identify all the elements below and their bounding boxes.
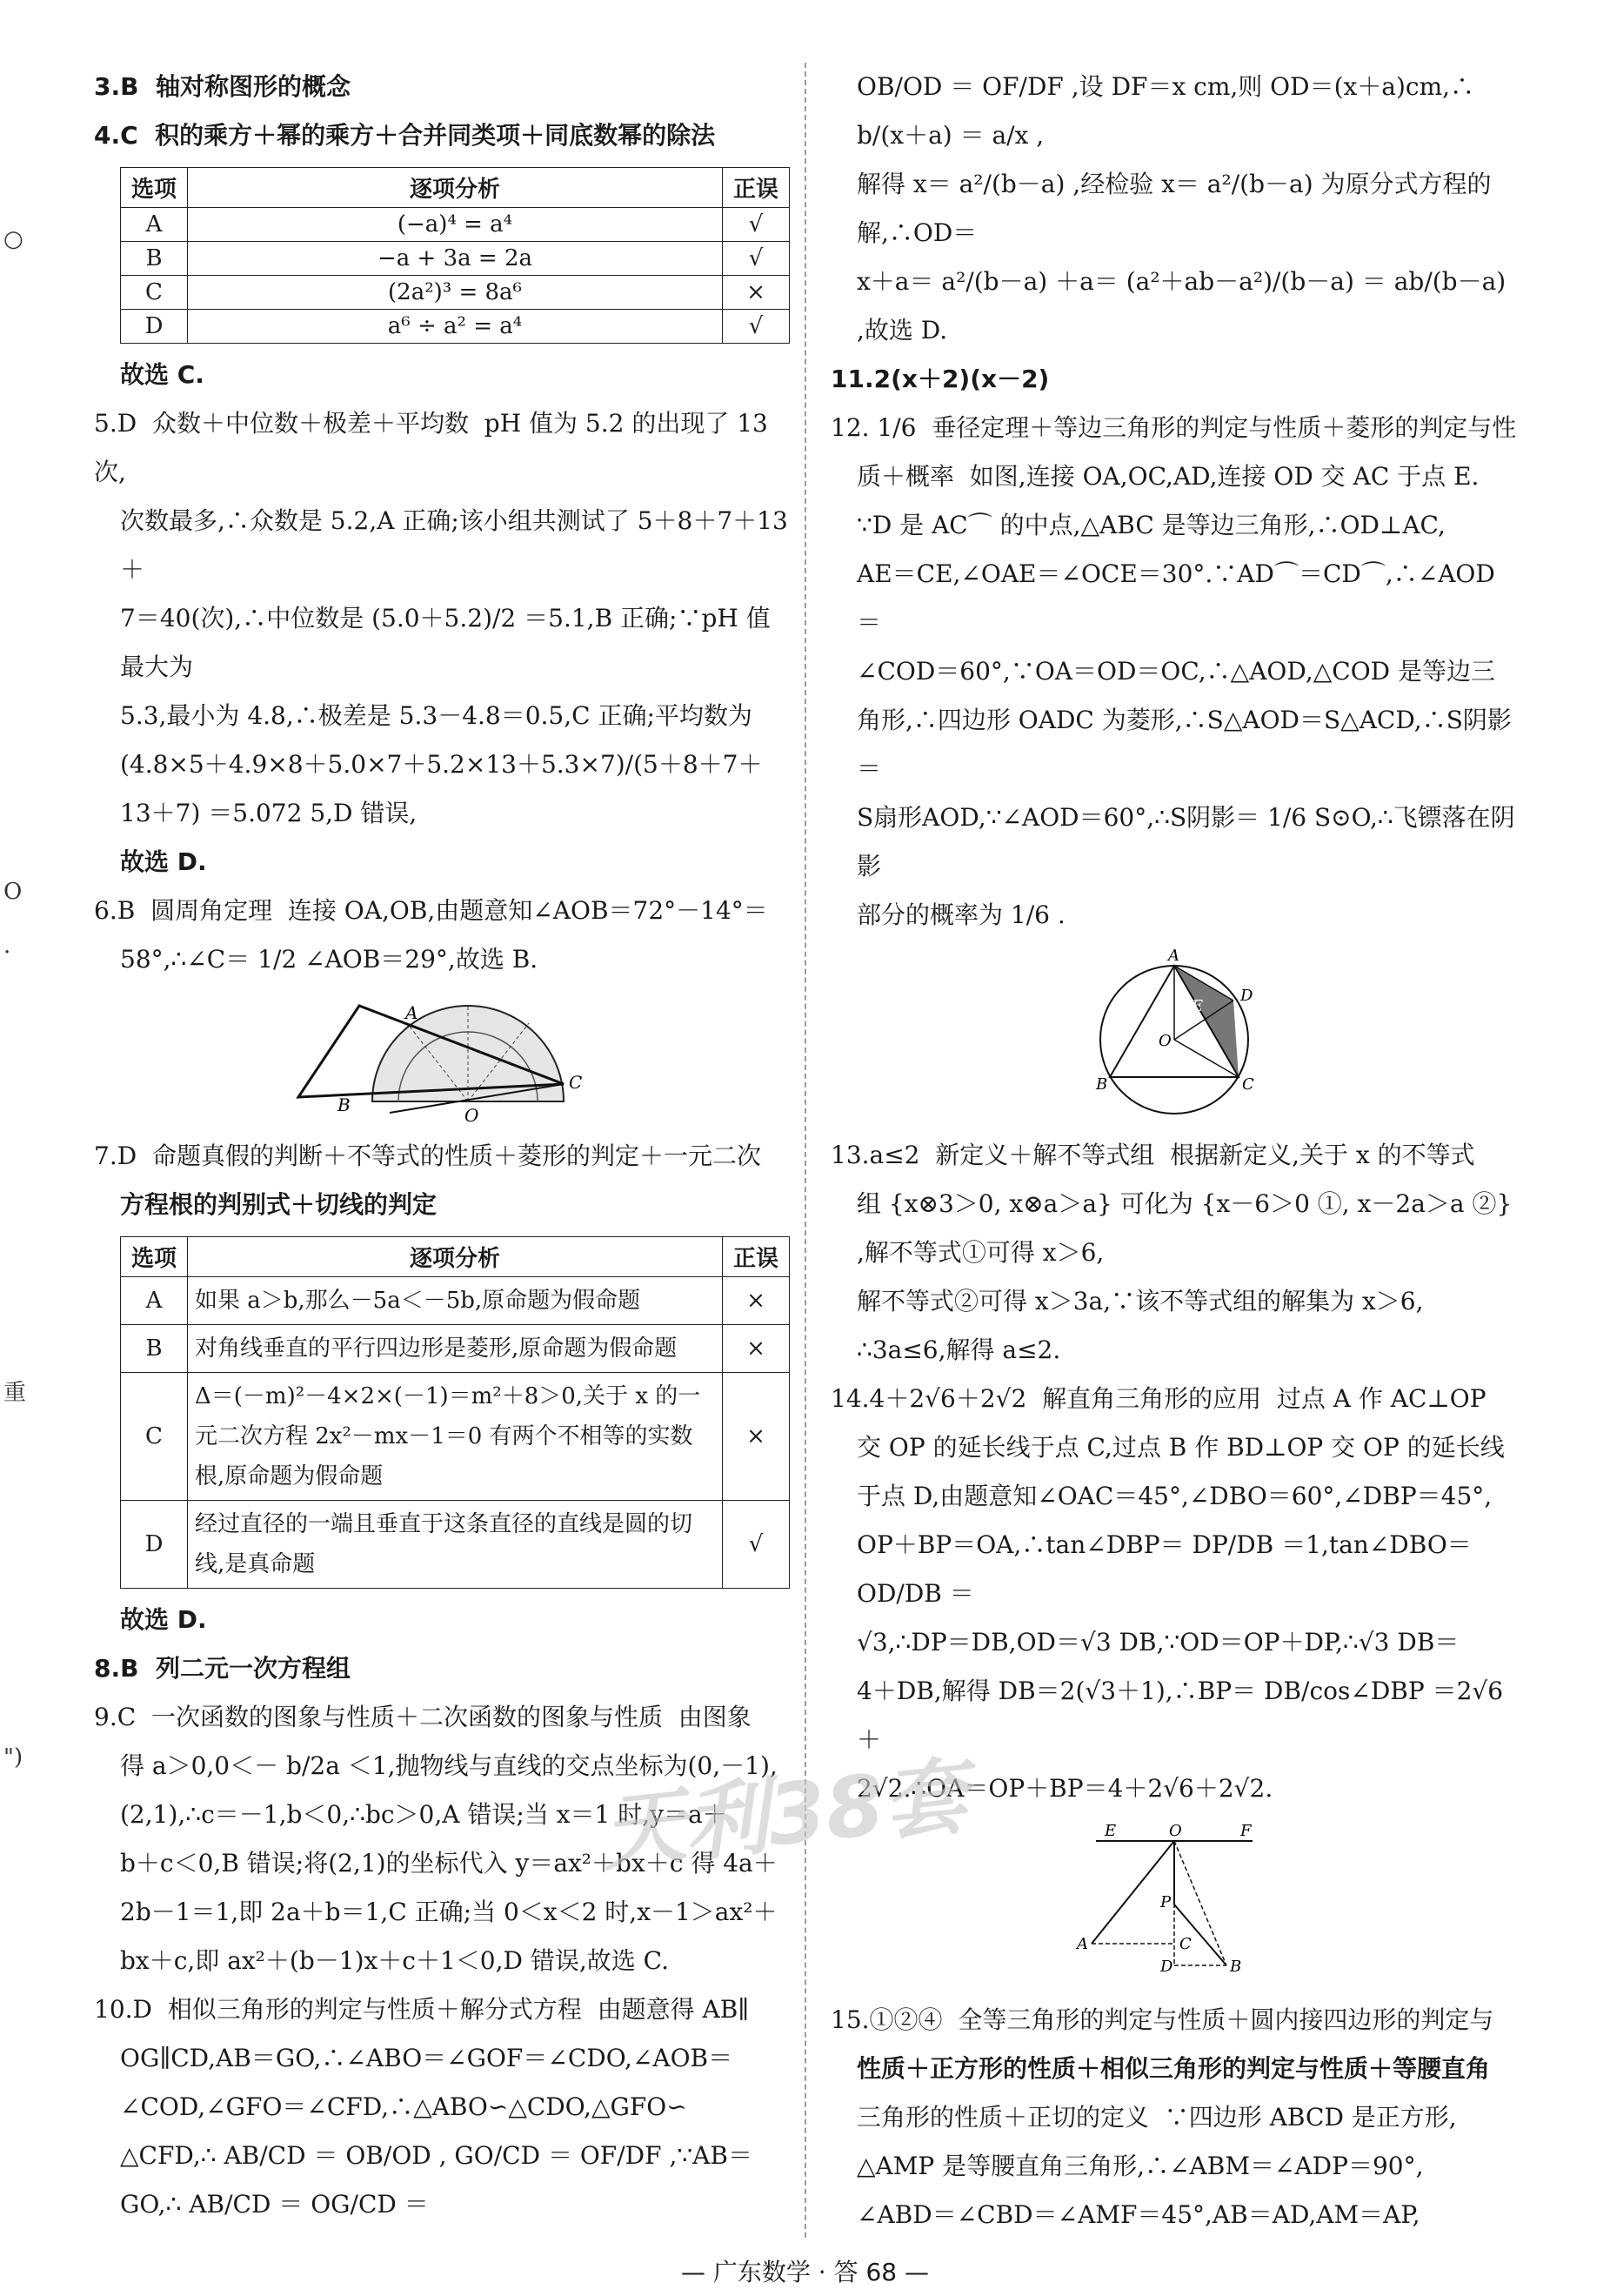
figure-label: A	[1077, 1935, 1088, 1953]
answer-12-line: 12. 1/6 垂径定理＋等边三角形的判定与性质＋菱形的判定与性	[831, 413, 1517, 442]
rope-figure	[1070, 1822, 1279, 1987]
answer-14-line: 2√2.∴OA＝OP＋BP＝4＋2√6＋2√2.	[857, 1774, 1273, 1803]
answer-6-line: 58°,∴∠C＝ 1/2 ∠AOB＝29°,故选 B.	[120, 945, 538, 974]
answer-12-line: S扇形AOD,∵∠AOD＝60°,∴S阴影＝ 1/6 S⊙O,∴飞镖落在阴影	[857, 803, 1515, 880]
verdict-cell: √	[723, 1501, 790, 1589]
option-cell: C	[121, 1373, 188, 1501]
answer-14-line: 4＋DB,解得 DB＝2(√3＋1),∴BP＝ DB/cos∠DBP ＝2√6＋	[857, 1677, 1504, 1754]
figure-label: O	[1159, 1032, 1172, 1050]
answer-15-line: 15.①②④ 全等三角形的判定与性质＋圆内接四边形的判定与	[831, 2005, 1494, 2034]
answer-4-conclusion: 故选 C.	[120, 360, 204, 389]
analysis-table-q4	[120, 167, 790, 344]
figure-label: C	[569, 1072, 583, 1093]
option-cell: D	[121, 310, 188, 344]
analysis-cell: −a + 3a = 2a	[188, 242, 723, 276]
answer-13-line: ∴3a≤6,解得 a≤2.	[857, 1335, 1061, 1364]
option-cell: A	[121, 208, 188, 242]
table-row	[121, 1325, 790, 1373]
answer-5-line: 次数最多,∴众数是 5.2,A 正确;该小组共测试了 5＋8＋7＋13＋	[120, 506, 788, 584]
answer-15-line: 性质＋正方形的性质＋相似三角形的判定与性质＋等腰直角	[857, 2054, 1491, 2083]
figure-label: O	[1169, 1822, 1182, 1840]
table-header: 逐项分析	[188, 1237, 723, 1277]
answer-7-conclusion: 故选 D.	[120, 1605, 207, 1634]
answer-4-heading: 4.C 积的乘方＋幂的乘方＋合并同类项＋同底数幂的除法	[94, 121, 716, 150]
answer-5-line: 5.3,最小为 4.8,∴极差是 5.3－4.8＝0.5,C 正确;平均数为	[120, 701, 752, 730]
verdict-cell: ×	[723, 1277, 790, 1325]
protractor-figure	[294, 993, 590, 1123]
table-header: 选项	[121, 1237, 188, 1277]
answer-11: 11.2(x＋2)(x－2)	[831, 365, 1050, 393]
answer-5-line: 故选 D.	[120, 847, 207, 876]
figure-label: B	[1096, 1075, 1108, 1094]
answer-7-line: 方程根的判别式＋切线的判定	[120, 1190, 438, 1219]
analysis-cell: Δ＝(－m)²－4×2×(－1)＝m²＋8＞0,关于 x 的一元二次方程 2x²－mx－1＝0 有两个不相等的实数根,原命题为假命题	[188, 1373, 723, 1501]
verdict-cell: ×	[723, 1373, 790, 1501]
answer-14-line: 交 OP 的延长线于点 C,过点 B 作 BD⊥OP 交 OP 的延长线	[857, 1433, 1505, 1462]
table-row	[121, 1373, 790, 1501]
edge-mark: 重	[3, 1380, 27, 1406]
answer-9-line: 得 a＞0,0＜－ b/2a ＜1,抛物线与直线的交点坐标为(0,－1),	[120, 1751, 778, 1780]
edge-mark: ·	[3, 940, 11, 966]
verdict-cell: ×	[723, 1325, 790, 1373]
answer-14-line: 14.4＋2√6＋2√2 解直角三角形的应用 过点 A 作 AC⊥OP	[831, 1384, 1486, 1413]
answer-15-line: ∠ABD＝∠CBD＝∠AMF＝45°,AB＝AD,AM＝AP,	[857, 2200, 1420, 2229]
figure-label: O	[464, 1105, 479, 1123]
option-cell: B	[121, 1325, 188, 1373]
answer-12-line: 质＋概率 如图,连接 OA,OC,AD,连接 OD 交 AC 于点 E.	[857, 462, 1480, 491]
answer-9-line: (2,1),∴c＝－1,b＜0,∴bc＞0,A 错误;当 x＝1 时,y＝a＋	[120, 1800, 727, 1829]
analysis-cell: (2a²)³ = 8a⁶	[188, 276, 723, 310]
answer-12-line: ∵D 是 AC⌒ 的中点,△ABC 是等边三角形,∴OD⊥AC,	[857, 511, 1446, 539]
table-header: 正误	[723, 1237, 790, 1277]
edge-mark: ○	[3, 226, 23, 252]
answer-13-line: 13.a≤2 新定义＋解不等式组 根据新定义,关于 x 的不等式	[831, 1141, 1475, 1169]
answer-12-line: ∠COD＝60°,∵OA＝OD＝OC,∴△AOD,△COD 是等边三	[857, 657, 1496, 686]
figure-label: B	[1230, 1958, 1242, 1976]
answer-10-continued: 解得 x＝ a²/(b－a) ,经检验 x＝ a²/(b－a) 为原分式方程的解,∴OD＝	[857, 170, 1492, 247]
table-row	[121, 1277, 790, 1325]
analysis-cell: 如果 a＞b,那么－5a＜－5b,原命题为假命题	[188, 1277, 723, 1325]
answer-14-line: √3,∴DP＝DB,OD＝√3 DB,∵OD＝OP＋DP,∴√3 DB＝	[857, 1628, 1460, 1657]
answer-10-line: ∠COD,∠GFO＝∠CFD,∴△ABO∽△CDO,△GFO∽	[120, 2092, 687, 2121]
table-header: 正误	[723, 168, 790, 208]
circle-figure	[1079, 948, 1270, 1122]
answer-14-line: OP＋BP＝OA,∴tan∠DBP＝ DP/DB ＝1,tan∠DBO＝ OD/DB ＝	[857, 1530, 1480, 1608]
figure-label: A	[1168, 948, 1179, 965]
figure-label: B	[337, 1094, 351, 1115]
table-header: 逐项分析	[188, 168, 723, 208]
answer-10-continued: OB/OD ＝ OF/DF ,设 DF＝x cm,则 OD＝(x＋a)cm,∴ b/(x＋a) ＝ a/x ,	[857, 72, 1482, 150]
option-cell: C	[121, 276, 188, 310]
answer-10-line: △CFD,∴ AB/CD ＝ OB/OD , GO/CD ＝ OF/DF ,∵AB＝GO,∴ AB/CD ＝ OG/CD ＝	[120, 2141, 752, 2219]
option-cell: A	[121, 1277, 188, 1325]
answer-5-line: 7＝40(次),∴中位数是 (5.0＋5.2)/2 ＝5.1,B 正确;∵pH 值最大为	[120, 604, 771, 681]
verdict-cell: √	[723, 242, 790, 276]
answer-15-line: 三角形的性质＋正切的定义 ∵四边形 ABCD 是正方形,	[857, 2103, 1457, 2132]
answer-12-line: AE＝CE,∠OAE＝∠OCE＝30°.∵AD⌒＝CD⌒,∴∠AOD＝	[857, 559, 1495, 637]
option-cell: B	[121, 242, 188, 276]
answer-13-line: 解不等式②可得 x＞3a,∵该不等式组的解集为 x＞6,	[857, 1287, 1424, 1315]
watermark: 天利38套	[597, 1747, 972, 1883]
analysis-cell: (−a)⁴ = a⁴	[188, 208, 723, 242]
figure-label: P	[1160, 1893, 1172, 1911]
table-row	[121, 1501, 790, 1589]
answer-9-line: b＋c＜0,B 错误;将(2,1)的坐标代入 y＝ax²＋bx＋c 得 4a＋	[120, 1849, 778, 1878]
table-row	[121, 208, 790, 242]
answer-5-line: (4.8×5＋4.9×8＋5.0×7＋5.2×13＋5.3×7)/(5＋8＋7＋13＋7) ＝5.072 5,D 错误,	[120, 750, 763, 827]
right-column	[831, 63, 1518, 2239]
verdict-cell: √	[723, 208, 790, 242]
answer-9-line: 2b－1＝1,即 2a＋b＝1,C 正确;当 0＜x＜2 时,x－1＞ax²＋	[120, 1898, 778, 1926]
figure-label: E	[1105, 1822, 1117, 1840]
figure-label: D	[1160, 1958, 1173, 1976]
answer-10-continued: x＋a＝ a²/(b－a) ＋a＝ (a²＋ab－a²)/(b－a) ＝ ab/(b－a) ,故选 D.	[857, 267, 1514, 345]
option-cell: D	[121, 1501, 188, 1589]
verdict-cell: √	[723, 310, 790, 344]
answer-3: 3.B 轴对称图形的概念	[94, 72, 351, 101]
answer-10-line: 10.D 相似三角形的判定与性质＋解分式方程 由题意得 AB∥	[94, 1995, 750, 2024]
analysis-cell: 经过直径的一端且垂直于这条直径的直线是圆的切线,是真命题	[188, 1501, 723, 1589]
answer-6-line: 6.B 圆周角定理 连接 OA,OB,由题意知∠AOB＝72°－14°＝	[94, 896, 768, 925]
figure-label: C	[1179, 1935, 1192, 1953]
table-row	[121, 310, 790, 344]
answer-8: 8.B 列二元一次方程组	[94, 1654, 351, 1683]
answer-14-line: 于点 D,由题意知∠OAC＝45°,∠DBO＝60°,∠DBP＝45°,	[857, 1482, 1493, 1510]
figure-label: F	[1240, 1822, 1252, 1840]
verdict-cell: ×	[723, 276, 790, 310]
analysis-cell: a⁶ ÷ a² = a⁴	[188, 310, 723, 344]
figure-label: E	[1192, 997, 1204, 1015]
table-row	[121, 242, 790, 276]
table-header: 选项	[121, 168, 188, 208]
figure-label: D	[1240, 987, 1253, 1005]
column-divider	[805, 63, 806, 2238]
answer-9-line: 9.C 一次函数的图象与性质＋二次函数的图象与性质 由图象	[94, 1703, 752, 1731]
answer-9-line: bx＋c,即 ax²＋(b－1)x＋c＋1＜0,D 错误,故选 C.	[120, 1946, 669, 1975]
edge-mark: ")	[3, 1744, 23, 1771]
edge-mark: O	[3, 879, 23, 905]
table-row	[121, 276, 790, 310]
answer-15-line: △AMP 是等腰直角三角形,∴∠ABM＝∠ADP＝90°,	[857, 2152, 1424, 2180]
answer-7-line: 7.D 命题真假的判断＋不等式的性质＋菱形的判定＋一元二次	[94, 1141, 761, 1170]
answer-12-line: 部分的概率为 1/6 .	[857, 900, 1066, 929]
figure-label: C	[1242, 1075, 1254, 1094]
analysis-cell: 对角线垂直的平行四边形是菱形,原命题为假命题	[188, 1325, 723, 1373]
answer-13-line: 组 {x⊗3＞0, x⊗a＞a} 可化为 {x－6＞0 ①, x－2a＞a ②} ,解不等式①可得 x＞6,	[857, 1189, 1520, 1267]
page-footer: — 广东数学 · 答 68 —	[680, 2258, 930, 2286]
answer-10-line: OG∥CD,AB＝GO,∴∠ABO＝∠GOF＝∠CDO,∠AOB＝	[120, 2044, 733, 2072]
figure-label: A	[405, 1002, 418, 1023]
answer-5-line: 5.D 众数＋中位数＋极差＋平均数 pH 值为 5.2 的出现了 13 次,	[94, 409, 776, 486]
answer-12-line: 角形,∴四边形 OADC 为菱形,∴S△AOD＝S△ACD,∴S阴影＝	[857, 706, 1512, 783]
analysis-table-q7	[120, 1236, 790, 1589]
left-column	[94, 63, 790, 2229]
